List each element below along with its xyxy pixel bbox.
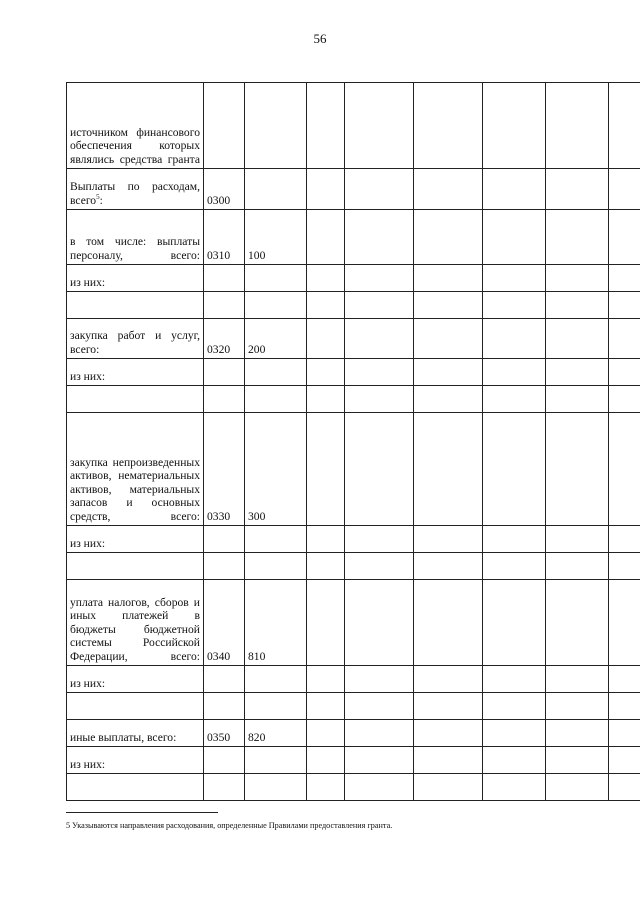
table-row	[67, 413, 640, 526]
value-cell	[345, 265, 414, 292]
value-cell	[345, 666, 414, 693]
table-row	[67, 526, 640, 553]
value-cell	[414, 292, 483, 319]
value-cell	[546, 720, 609, 747]
value-cell	[307, 210, 345, 265]
row-budget-code: 810	[245, 580, 307, 666]
row-label	[67, 720, 204, 747]
value-cell	[546, 413, 609, 526]
row-label	[67, 526, 204, 553]
value-cell	[546, 265, 609, 292]
row-code	[204, 693, 245, 720]
row-code	[204, 359, 245, 386]
value-cell	[546, 210, 609, 265]
value-cell	[307, 720, 345, 747]
row-code: 0310	[204, 210, 245, 265]
value-cell	[483, 747, 546, 774]
value-cell	[609, 526, 640, 553]
value-cell	[546, 774, 609, 801]
table-row	[67, 693, 640, 720]
table-row	[67, 553, 640, 580]
table-row	[67, 386, 640, 413]
table-row	[67, 265, 640, 292]
table-body	[67, 83, 640, 801]
row-code	[204, 666, 245, 693]
value-cell	[546, 359, 609, 386]
row-code	[204, 386, 245, 413]
row-label	[67, 83, 204, 169]
value-cell	[345, 413, 414, 526]
row-label-text: из них:	[70, 275, 106, 289]
value-cell	[546, 526, 609, 553]
row-code	[204, 83, 245, 169]
value-cell	[345, 169, 414, 210]
row-code: 0330	[204, 413, 245, 526]
value-cell	[345, 553, 414, 580]
value-cell	[609, 265, 640, 292]
footnote-separator	[66, 812, 218, 813]
table-row	[67, 210, 640, 265]
value-cell	[345, 83, 414, 169]
value-cell	[609, 413, 640, 526]
value-cell	[414, 210, 483, 265]
row-budget-code	[245, 526, 307, 553]
row-budget-code: 820	[245, 720, 307, 747]
value-cell	[414, 747, 483, 774]
value-cell	[414, 359, 483, 386]
value-cell	[609, 169, 640, 210]
row-budget-code	[245, 265, 307, 292]
value-cell	[483, 210, 546, 265]
value-cell	[345, 526, 414, 553]
value-cell	[414, 666, 483, 693]
value-cell	[609, 666, 640, 693]
table-row	[67, 720, 640, 747]
row-code: 0320	[204, 319, 245, 359]
value-cell	[345, 720, 414, 747]
value-cell	[307, 359, 345, 386]
row-label-text: уплата налогов, сборов и иных платежей в бюджеты бюджетной системы Российской Федерации, всего:	[70, 595, 200, 663]
value-cell	[414, 580, 483, 666]
table-row	[67, 83, 640, 169]
value-cell	[483, 386, 546, 413]
row-label	[67, 666, 204, 693]
value-cell	[609, 720, 640, 747]
row-budget-code	[245, 169, 307, 210]
value-cell	[609, 359, 640, 386]
value-cell	[546, 169, 609, 210]
value-cell	[546, 319, 609, 359]
row-code: 0350	[204, 720, 245, 747]
row-budget-code	[245, 666, 307, 693]
report-table	[66, 82, 640, 801]
value-cell	[414, 413, 483, 526]
footnote-ref: 5	[96, 192, 100, 201]
value-cell	[483, 359, 546, 386]
row-label-text: из них:	[70, 757, 106, 771]
row-code: 0300	[204, 169, 245, 210]
value-cell	[483, 553, 546, 580]
value-cell	[483, 526, 546, 553]
table-row	[67, 774, 640, 801]
row-label	[67, 774, 204, 801]
value-cell	[307, 292, 345, 319]
value-cell	[483, 169, 546, 210]
value-cell	[414, 553, 483, 580]
value-cell	[345, 319, 414, 359]
row-label	[67, 292, 204, 319]
value-cell	[414, 720, 483, 747]
value-cell	[609, 580, 640, 666]
value-cell	[307, 747, 345, 774]
value-cell	[414, 169, 483, 210]
value-cell	[307, 319, 345, 359]
row-label-text: из них:	[70, 369, 106, 383]
value-cell	[345, 292, 414, 319]
row-code	[204, 774, 245, 801]
table-row	[67, 359, 640, 386]
value-cell	[609, 774, 640, 801]
value-cell	[609, 747, 640, 774]
value-cell	[307, 693, 345, 720]
row-budget-code: 300	[245, 413, 307, 526]
row-label	[67, 747, 204, 774]
row-budget-code: 100	[245, 210, 307, 265]
value-cell	[307, 526, 345, 553]
value-cell	[609, 83, 640, 169]
row-code: 0340	[204, 580, 245, 666]
value-cell	[345, 774, 414, 801]
value-cell	[483, 693, 546, 720]
row-label-text: в том числе: выплаты персоналу, всего:	[70, 235, 200, 262]
row-budget-code	[245, 693, 307, 720]
row-label-text: закупка работ и услуг, всего:	[70, 329, 200, 356]
row-label-text: иные выплаты, всего:	[70, 730, 177, 744]
row-budget-code	[245, 292, 307, 319]
value-cell	[307, 386, 345, 413]
value-cell	[345, 210, 414, 265]
table-row	[67, 666, 640, 693]
row-label	[67, 359, 204, 386]
value-cell	[414, 526, 483, 553]
value-cell	[345, 693, 414, 720]
value-cell	[307, 774, 345, 801]
row-label-suffix: :	[99, 193, 103, 207]
row-budget-code	[245, 386, 307, 413]
value-cell	[414, 693, 483, 720]
row-code	[204, 526, 245, 553]
row-code	[204, 292, 245, 319]
value-cell	[483, 720, 546, 747]
row-budget-code	[245, 774, 307, 801]
table-row	[67, 319, 640, 359]
value-cell	[307, 83, 345, 169]
row-code	[204, 265, 245, 292]
row-label-text: закупка непроизведенных активов, нематериальных активов, материальных запасов и основных средств, всего:	[70, 455, 200, 523]
row-label	[67, 413, 204, 526]
row-budget-code	[245, 83, 307, 169]
table-row	[67, 580, 640, 666]
value-cell	[609, 292, 640, 319]
value-cell	[345, 386, 414, 413]
row-code	[204, 553, 245, 580]
value-cell	[546, 580, 609, 666]
value-cell	[483, 319, 546, 359]
row-label-text: из них:	[70, 536, 106, 550]
value-cell	[483, 774, 546, 801]
row-budget-code	[245, 359, 307, 386]
value-cell	[609, 693, 640, 720]
value-cell	[546, 693, 609, 720]
row-label-text: источником финансового обеспечения которых являлись средства гранта	[70, 125, 200, 166]
value-cell	[307, 265, 345, 292]
value-cell	[546, 747, 609, 774]
table-row	[67, 747, 640, 774]
value-cell	[414, 265, 483, 292]
value-cell	[414, 386, 483, 413]
value-cell	[307, 413, 345, 526]
value-cell	[609, 319, 640, 359]
value-cell	[307, 169, 345, 210]
value-cell	[483, 580, 546, 666]
row-label	[67, 210, 204, 265]
value-cell	[483, 413, 546, 526]
row-label	[67, 580, 204, 666]
footnote: 5 Указываются направления расходования, определенные Правилами предоставления гранта.	[66, 821, 393, 830]
value-cell	[546, 83, 609, 169]
value-cell	[414, 774, 483, 801]
row-label-text: Выплаты по расходам, всего	[70, 180, 200, 207]
value-cell	[609, 210, 640, 265]
value-cell	[345, 747, 414, 774]
value-cell	[307, 553, 345, 580]
value-cell	[483, 265, 546, 292]
table-row	[67, 292, 640, 319]
row-code	[204, 747, 245, 774]
row-label	[67, 693, 204, 720]
value-cell	[609, 553, 640, 580]
row-budget-code: 200	[245, 319, 307, 359]
value-cell	[546, 292, 609, 319]
row-label	[67, 169, 204, 210]
value-cell	[609, 386, 640, 413]
row-label-text: из них:	[70, 676, 106, 690]
value-cell	[414, 319, 483, 359]
value-cell	[546, 386, 609, 413]
row-budget-code	[245, 747, 307, 774]
value-cell	[345, 580, 414, 666]
value-cell	[546, 666, 609, 693]
value-cell	[483, 292, 546, 319]
table-row	[67, 169, 640, 210]
row-label	[67, 553, 204, 580]
value-cell	[483, 83, 546, 169]
row-label	[67, 265, 204, 292]
value-cell	[546, 553, 609, 580]
page-number: 56	[313, 31, 327, 46]
value-cell	[307, 580, 345, 666]
value-cell	[414, 83, 483, 169]
value-cell	[307, 666, 345, 693]
value-cell	[483, 666, 546, 693]
row-label	[67, 319, 204, 359]
row-budget-code	[245, 553, 307, 580]
value-cell	[345, 359, 414, 386]
row-label	[67, 386, 204, 413]
